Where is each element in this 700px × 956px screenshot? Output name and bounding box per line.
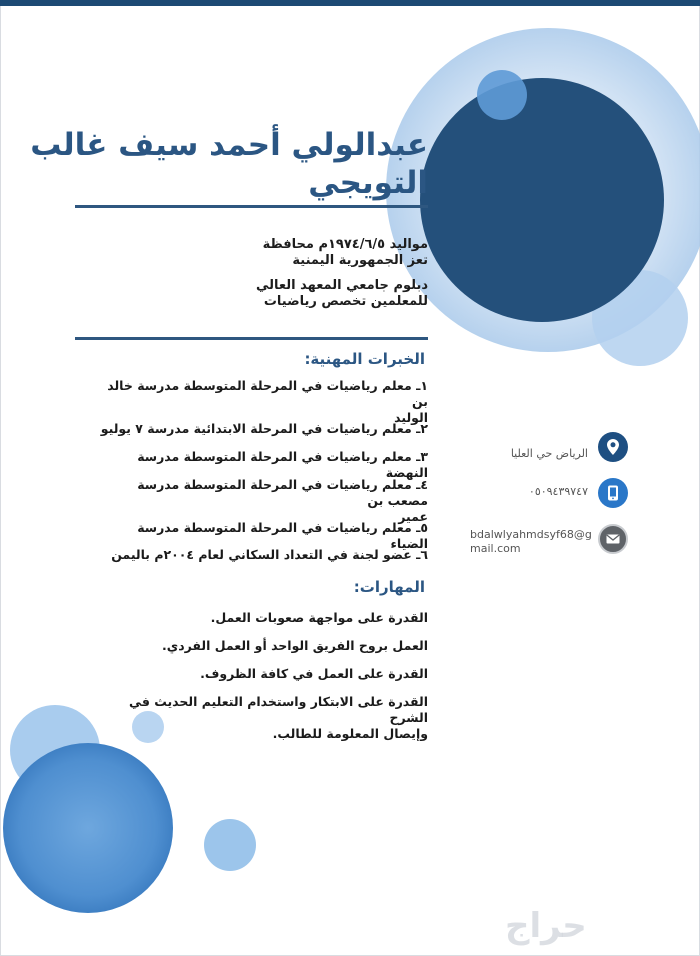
location-pin-icon bbox=[598, 432, 628, 462]
email-icon bbox=[598, 524, 628, 554]
deco-circle-bottom-small bbox=[204, 819, 256, 871]
experience-item-2: ٢ـ معلم رياضيات في المرحلة الابتدائية مدرسة ٧ يوليو bbox=[100, 421, 428, 436]
phone-number[interactable]: ٠٥٠٩٤٣٩٧٤٧ bbox=[528, 485, 588, 498]
name-line-1: عبدالولي أحمد سيف غالب bbox=[30, 127, 428, 163]
location-text: الرياض حي العليا bbox=[510, 447, 588, 460]
skills-title: المهارات: bbox=[353, 578, 425, 596]
experience-item-4: ٤ـ معلم رياضيات في المرحلة المتوسطة مدرسة مصعب بن عمير bbox=[137, 477, 428, 524]
experience-item-3: ٣ـ معلم رياضيات في المرحلة المتوسطة مدرسة النهضة bbox=[137, 449, 428, 480]
skill-item-2: العمل بروح الفريق الواحد أو العمل الفردي. bbox=[162, 638, 428, 653]
birth-info: مواليد ١٩٧٤/٦/٥م محافظة تعز الجمهورية اليمنية bbox=[262, 237, 428, 268]
experience-item-1: ١ـ معلم رياضيات في المرحلة المتوسطة مدرسة خالد بن الوليد bbox=[107, 378, 428, 425]
skill-item-4: القدرة على الابتكار واستخدام التعليم الحديث في الشرح وإيصال المعلومة للطالب. bbox=[129, 694, 428, 741]
phone-icon bbox=[598, 478, 628, 508]
skill-item-1: القدرة على مواجهة صعوبات العمل. bbox=[210, 610, 428, 625]
deco-circle-bottom-main bbox=[3, 743, 173, 913]
education-info: دبلوم جامعي المعهد العالي للمعلمين تخصص رياضيات bbox=[256, 278, 428, 309]
experience-title: الخبرات المهنية: bbox=[304, 350, 425, 368]
watermark-logo: حراج bbox=[505, 906, 587, 946]
skill-item-3: القدرة على العمل في كافة الظروف. bbox=[200, 666, 428, 681]
email-address[interactable]: bdalwlyahmdsyf68@g mail.com bbox=[470, 528, 592, 555]
full-name bbox=[28, 126, 428, 202]
experience-item-6: ٦ـ عضو لجنة في التعداد السكاني لعام ٢٠٠٤م باليمن bbox=[111, 547, 428, 562]
experience-item-5: ٥ـ معلم رياضيات في المرحلة المتوسطة مدرسة الضياء bbox=[137, 520, 428, 551]
deco-circle-navy bbox=[420, 78, 664, 322]
section-divider bbox=[75, 337, 428, 340]
name-line-2: التويجي bbox=[308, 165, 428, 201]
name-divider bbox=[75, 205, 428, 208]
deco-circle-top-accent bbox=[477, 70, 527, 120]
